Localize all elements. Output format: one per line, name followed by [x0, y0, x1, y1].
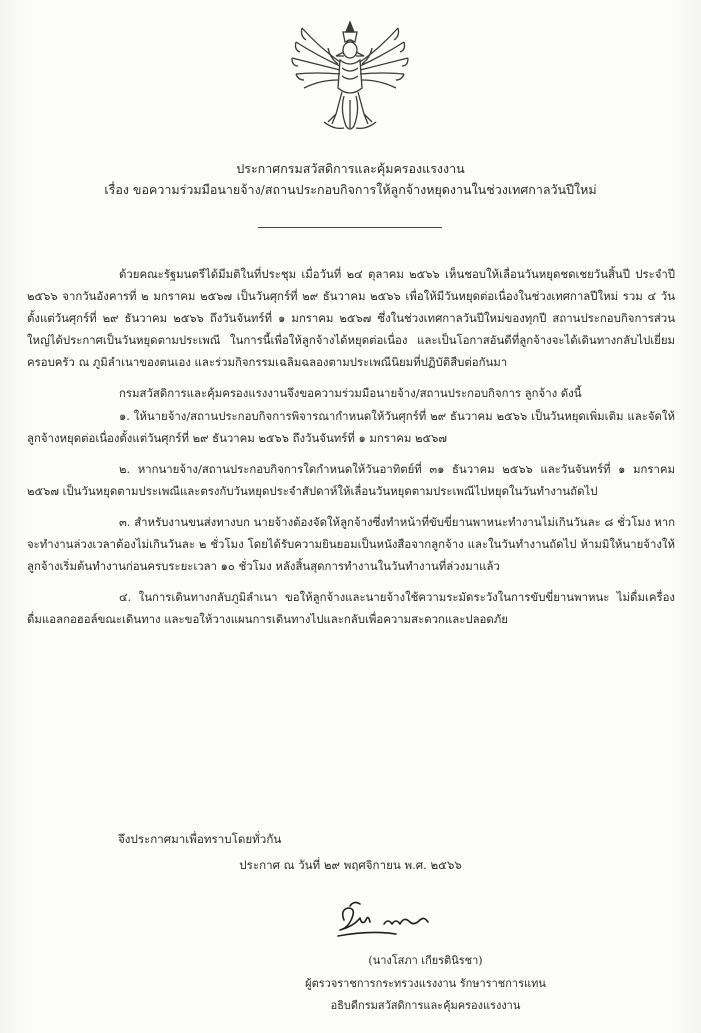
signatory-acting-for: อธิบดีกรมสวัสดิการและคุ้มครองแรงงาน — [330, 999, 521, 1012]
closing-statement: จึงประกาศมาเพื่อทราบโดยทั่วกัน — [118, 832, 282, 846]
dateline-prefix: ประกาศ ณ วันที่ — [239, 858, 321, 872]
heading-divider — [258, 227, 442, 228]
dateline — [0, 857, 701, 875]
signatory-name: (นางโสภา เกียรตินิรชา) — [368, 954, 483, 967]
handwritten-signature — [330, 896, 440, 942]
subject-line: เรื่อง ขอความร่วมมือนายจ้าง/สถานประกอบกิจการให้ลูกจ้างหยุดงานในช่วงเทศกาลวันปีใหม่ — [104, 182, 597, 197]
list-item-4: ๔. ในการเดินทางกลับภูมิลำเนา ขอให้ลูกจ้างและนายจ้างใช้ความระมัดระวังในการขับขี่ยานพาหนะ ไม่ดื่มเครื่องดื่มแอลกอฮอล์ขณะเดินทาง และขอให้วางแผนการเดินทางไปและกลับเพื่อความสะดวกและปลอดภัย — [27, 590, 675, 627]
request-paragraph: กรมสวัสดิการและคุ้มครองแรงงานจึงขอความร่วมมือนายจ้าง/สถานประกอบกิจการ ลูกจ้าง ดังนี้ — [119, 386, 582, 401]
announcement-body — [27, 263, 675, 630]
list-item-3: ๓. สำหรับงานขนส่งทางบก นายจ้างต้องจัดให้ลูกจ้างซึ่งทำหน้าที่ขับขี่ยานพาหนะทำงานไม่เกินวันละ ๘ ชั่วโมง หากจะทำงานล่วงเวลาต้องไม่เกินวันละ ๒ ชั่วโมง โดยได้รับความยินยอมเป็นหนังสือจากลูกจ้าง และในวันทำงานถัดไป ห้ามมิให้นายจ้างให้ลูกจ้างเริ่มต้นทำงานก่อนครบระยะเวลา ๑๐ ชั่วโมง หลังสิ้นสุดการทำงานในวันทำงานที่ล่วงมาแล้ว — [27, 514, 675, 574]
dateline-day: ๒๙ — [323, 858, 341, 872]
garuda-emblem-icon — [280, 18, 420, 138]
agency-title: ประกาศกรมสวัสดิการและคุ้มครองแรงงาน — [236, 161, 465, 176]
intro-paragraph: ด้วยคณะรัฐมนตรีได้มีมติในที่ประชุม เมื่อวันที่ ๒๔ ตุลาคม ๒๕๖๖ เห็นชอบให้เลื่อนวันหยุดชดเชยวันสิ้นปี ประจำปี ๒๕๖๖ จากวันอังคารที่ ๒ มกราคม ๒๕๖๗ เป็นวันศุกร์ที่ ๒๙ ธันวาคม ๒๕๖๖ เพื่อให้มีวันหยุดต่อเนื่องในช่วงเทศกาลปีใหม่ รวม ๔ วัน ตั้งแต่วันศุกร์ที่ ๒๙ ธันวาคม ๒๕๖๖ ถึงวันจันทร์ที่ ๑ มกราคม ๒๕๖๗ ซึ่งในช่วงเทศกาลวันปีใหม่ของทุกปี สถานประกอบกิจการส่วนใหญ่ได้ประกาศเป็นวันหยุดตามประเพณี ในการนี้เพื่อให้ลูกจ้างได้หยุดต่อเนื่อง และเป็นโอกาสอันดีที่ลูกจ้างจะได้เดินทางกลับไปเยี่ยมครอบครัว ณ ภูมิลำเนาของตนเอง และร่วมกิจกรรมเฉลิมฉลองตามประเพณีนิยมที่ปฏิบัติสืบต่อกันมา — [27, 267, 675, 370]
signatory-block — [150, 950, 701, 1018]
signatory-position: ผู้ตรวจราชการกระทรวงแรงงาน รักษาราชการแทน — [305, 976, 546, 990]
announcement-heading — [20, 158, 681, 200]
list-item-2: ๒. หากนายจ้าง/สถานประกอบกิจการใดกำหนดให้วันอาทิตย์ที่ ๓๑ ธันวาคม ๒๕๖๖ และวันจันทร์ที่ ๑ มกราคม ๒๕๖๗ เป็นวันหยุดตามประเพณีและตรงกับวันหยุดประจำสัปดาห์ให้เลื่อนวันหยุดตามประเพณีไปหยุดในวันทำงานถัดไป — [27, 461, 675, 498]
dateline-suffix: พฤศจิกายน พ.ศ. ๒๕๖๖ — [343, 858, 462, 872]
list-item-1: ๑. ให้นายจ้าง/สถานประกอบกิจการพิจารณากำหนดให้วันศุกร์ที่ ๒๙ ธันวาคม ๒๕๖๖ เป็นวันหยุดเพิ่มเติม และจัดให้ลูกจ้างหยุดต่อเนื่องตั้งแต่วันศุกร์ที่ ๒๙ ธันวาคม ๒๕๖๖ ถึงวันจันทร์ที่ ๑ มกราคม ๒๕๖๗ — [27, 408, 675, 445]
